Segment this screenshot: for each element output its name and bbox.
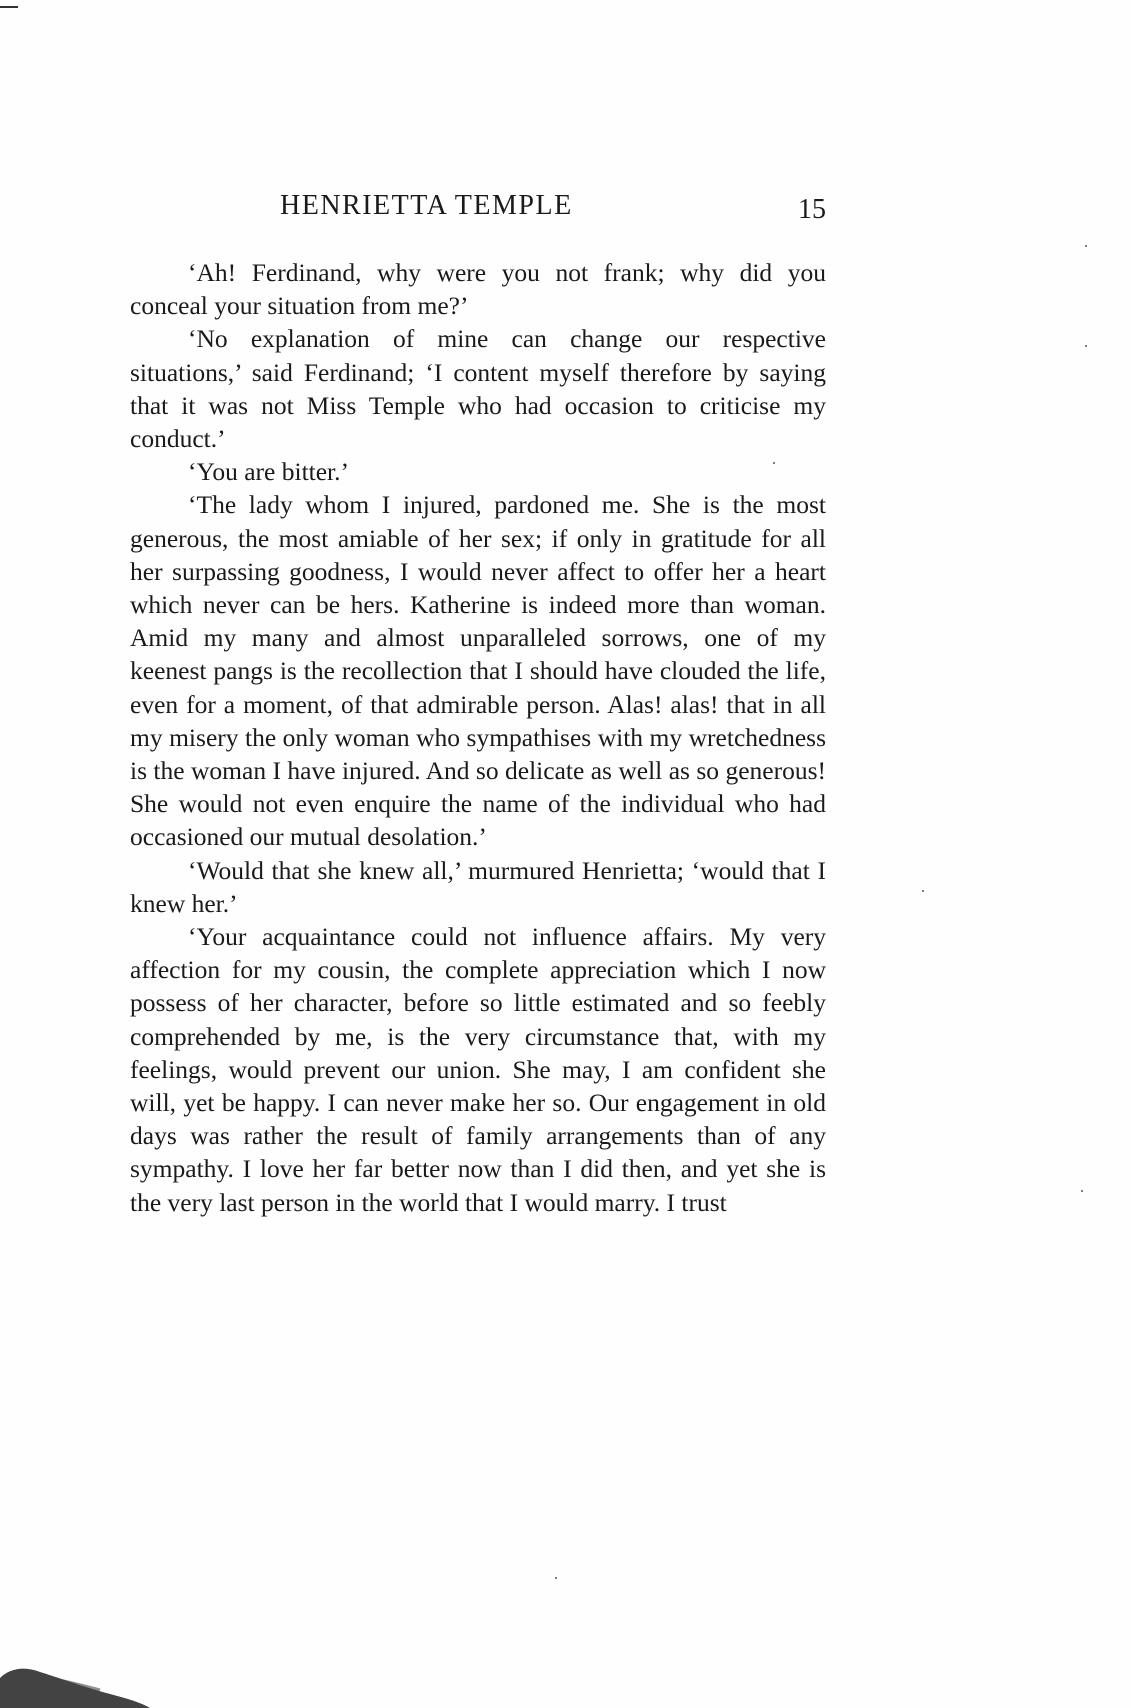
scan-speck <box>922 890 924 892</box>
scan-smudge <box>0 1638 150 1708</box>
scan-speck <box>1085 245 1087 247</box>
paragraph: ‘You are bitter.’ <box>188 457 350 487</box>
paragraph: ‘Ah! Ferdinand, why were you not frank; why did you conceal your situation from me?’ <box>130 258 826 321</box>
scan-speck <box>773 462 775 464</box>
scan-edge-mark <box>0 6 18 8</box>
scan-speck <box>1081 1190 1083 1192</box>
paragraph: ‘Would that she knew all,’ murmured Henrietta; ‘would that I knew her.’ <box>130 855 826 918</box>
running-title: HENRIETTA TEMPLE <box>280 190 573 221</box>
scan-speck <box>1085 345 1087 347</box>
body-text <box>130 256 826 1219</box>
paragraph: ‘Your acquaintance could not influence affairs. My very affection for my cousin, the complete appreciation which I now possess of her character, before so little estimated and so feebly comprehended by me, is the very circumstance that, with my feelings, would prevent our union. She may, I am confident she will, yet be happy. I can never make her so. Our engagement in old days was rather the result of family arrangements than of any sympathy. I love her far better now than I did then, and yet she is the very last person in the world that I would marry. I trust <box>130 922 826 1217</box>
running-head <box>130 190 826 230</box>
paragraph: ‘No explanation of mine can change our respective situations,’ said Ferdinand; ‘I content myself therefore by saying that it was not Miss Temple who had occasion to criticise my conduct.’ <box>130 324 826 454</box>
scan-speck <box>555 1577 557 1579</box>
paragraph: ‘The lady whom I injured, pardoned me. She is the most generous, the most amiable of her sex; if only in gratitude for all her surpassing goodness, I would never affect to offer her a heart which never can be hers. Katherine is indeed more than woman. Amid my many and almost unparalleled sorrows, one of my keenest pangs is the recollection that I should have clouded the life, even for a moment, of that admirable person. Alas! alas! that in all my misery the only woman who sympathises with my wretchedness is the woman I have injured. And so delicate as well as so generous! She would not even enquire the name of the individual who had occasioned our mutual desolation.’ <box>130 490 826 852</box>
page-number: 15 <box>798 194 826 225</box>
